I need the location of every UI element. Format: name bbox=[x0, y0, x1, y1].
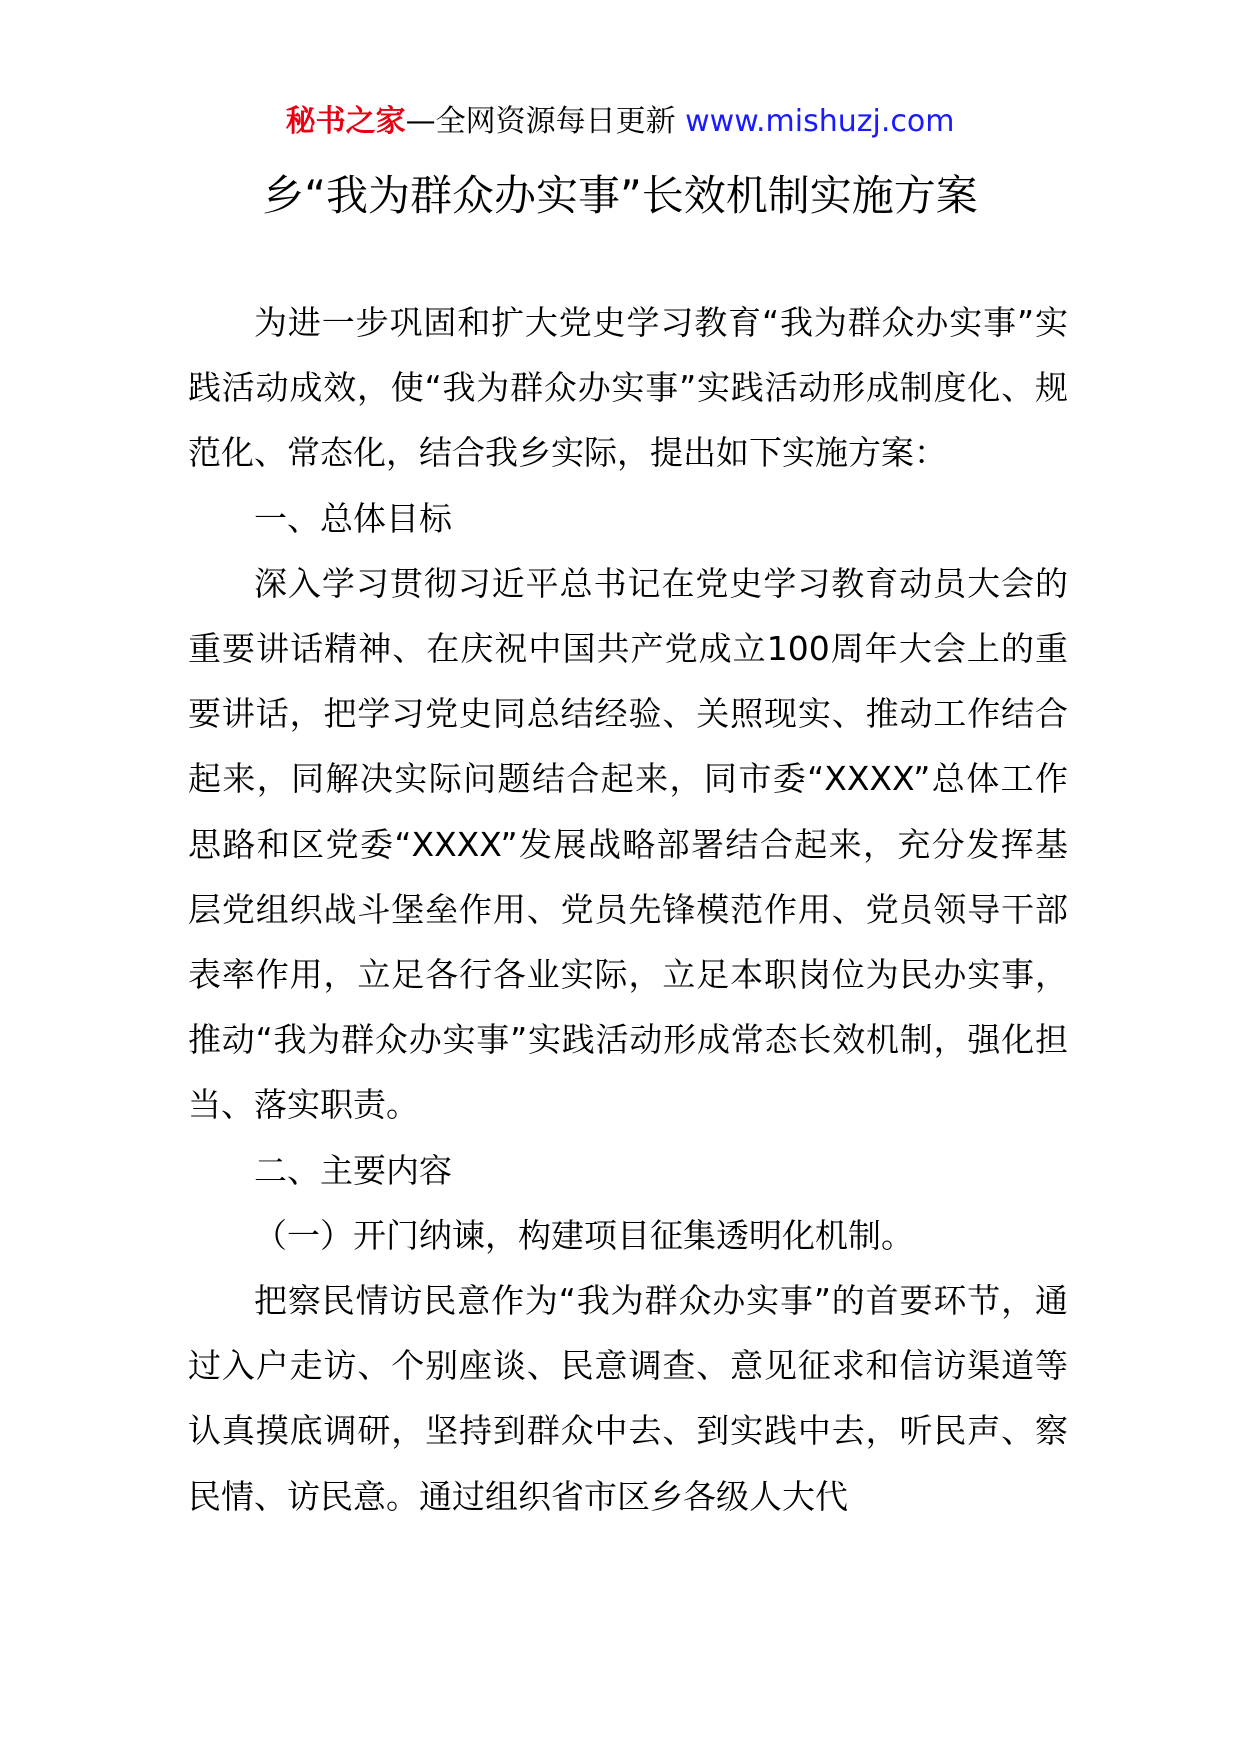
heading-overall-goal: 一、总体目标 bbox=[254, 498, 452, 538]
document-title: 乡“我为群众办实事”长效机制实施方案 bbox=[262, 171, 978, 220]
brand-name: 秘书之家 bbox=[285, 104, 406, 139]
paragraph-goal: 深入学习贯彻习近平总书记在党史学习教育动员大会的重要讲话精神、在庆祝中国共产党成立100周年大会上的重要讲话，把学习党史同总结经验、关照现实、推动工作结合起来，同解决实际问题结合起来，同市委“XXXX”总体工作思路和区党委“XXXX”发展战略部署结合起来，充分发挥基层党组织战斗堡垒作用、党员先锋模范作用、党员领导干部表率作用，立足各行各业实际，立足本职岗位为民办实事，推动“我为群众办实事”实践活动形成常态长效机制，强化担当、落实职责。 bbox=[188, 563, 1068, 1125]
header-tagline: —全网资源每日更新 bbox=[405, 104, 686, 139]
paragraph-open-door: 把察民情访民意作为“我为群众办实事”的首要环节，通过入户走访、个别座谈、民意调查、意见征求和信访渠道等认真摸底调研，坚持到群众中去、到实践中去，听民声、察民情、访民意。通过组织省市区乡各级人大代 bbox=[188, 1281, 1068, 1516]
heading-main-content: 二、主要内容 bbox=[254, 1150, 452, 1190]
document-body bbox=[188, 290, 1068, 1529]
subheading-open-door: （一）开门纳谏，构建项目征集透明化机制。 bbox=[254, 1215, 914, 1255]
site-url[interactable]: www.mishuzj.com bbox=[685, 104, 955, 139]
site-header bbox=[0, 102, 1240, 142]
paragraph-intro: 为进一步巩固和扩大党史学习教育“我为群众办实事”实践活动成效，使“我为群众办实事”实践活动形成制度化、规范化、常态化，结合我乡实际，提出如下实施方案： bbox=[188, 303, 1068, 473]
